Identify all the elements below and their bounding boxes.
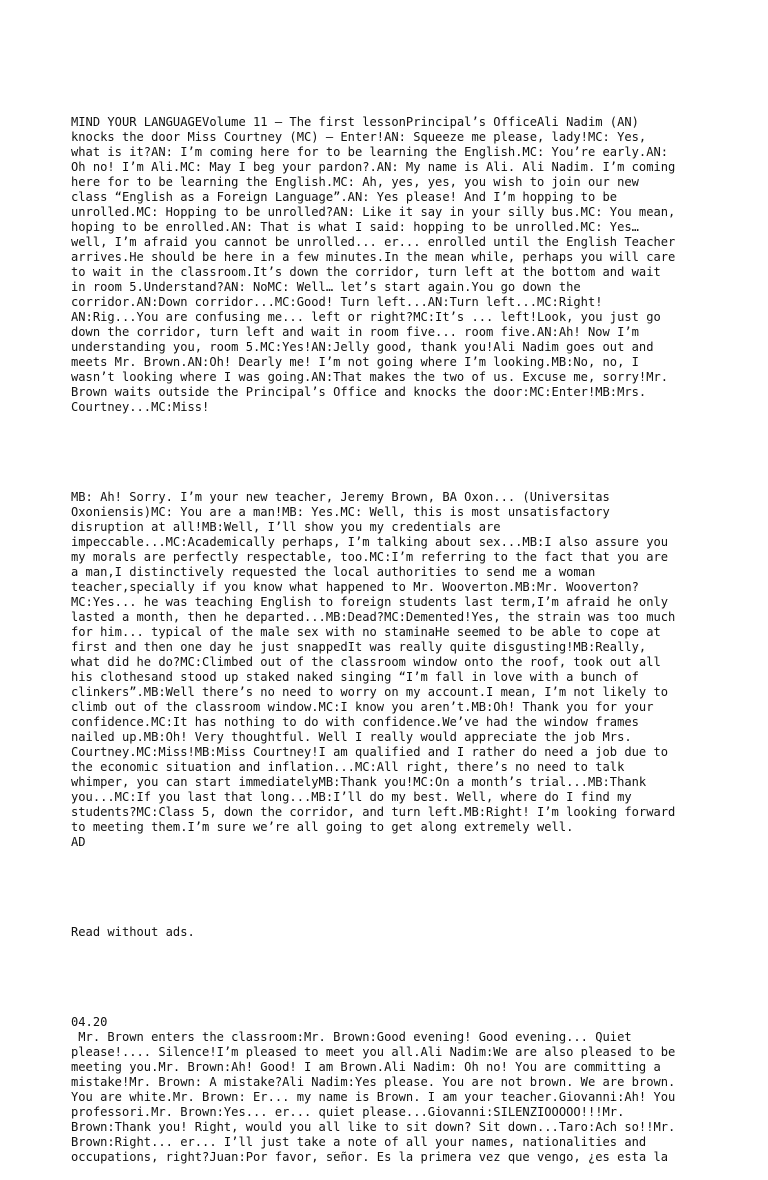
text-line: for him... typical of the male sex with no staminaHe seemed to be able to cope at — [71, 625, 661, 639]
text-line: what is it?AN: I’m coming here for to be learning the English.MC: You’re early.AN: — [71, 145, 669, 159]
text-line: to meeting them.I’m sure we’re all going to get along extremely well. — [71, 820, 574, 834]
text-line: arrives.He should be here in a few minutes.In the mean while, perhaps you will care — [71, 250, 676, 264]
text-line: meets Mr. Brown.AN:Oh! Dearly me! I’m not going where I’m looking.MB:No, no, I — [71, 355, 639, 369]
text-line: You are white.Mr. Brown: Er... my name is Brown. I am your teacher.Giovanni:Ah! You — [71, 1090, 676, 1104]
text-line: to wait in the classroom.It’s down the corridor, turn left at the bottom and wait — [71, 265, 661, 279]
text-line: nailed up.MB:Oh! Very thoughtful. Well I really would appreciate the job Mrs. — [71, 730, 632, 744]
text-line: Brown:Thank you! Right, would you all like to sit down? Sit down...Taro:Ach so!!Mr. — [71, 1120, 676, 1134]
text-line: Courtney...MC:Miss! — [71, 400, 210, 414]
text-line: down the corridor, turn left and wait in room five... room five.AN:Ah! Now I’m — [71, 325, 639, 339]
text-line: occupations, right?Juan:Por favor, señor. Es la primera vez que vengo, ¿es esta la — [71, 1150, 669, 1164]
paragraph-classroom-scene — [71, 1015, 711, 1165]
text-line: whimper, you can start immediatelyMB:Thank you!MC:On a month’s trial...MB:Thank — [71, 775, 647, 789]
text-line: hoping to be enrolled.AN: That is what I said: hopping to be unrolled.MC: Yes… — [71, 220, 639, 234]
text-line: meeting you.Mr. Brown:Ah! Good! I am Brown.Ali Nadim: Oh no! You are committing a — [71, 1060, 661, 1074]
paragraph-lesson-intro — [71, 115, 711, 415]
text-line: knocks the door Miss Courtney (MC) – Enter!AN: Squeeze me please, lady!MC: Yes, — [71, 130, 647, 144]
text-line: in room 5.Understand?AN: NoMC: Well… let’s start again.You go down the — [71, 280, 581, 294]
text-line: Brown waits outside the Principal’s Office and knocks the door:MC:Enter!MB:Mrs. — [71, 385, 647, 399]
paragraph-gap — [71, 970, 711, 985]
text-line: well, I’m afraid you cannot be unrolled... er... enrolled until the English Teacher — [71, 235, 676, 249]
text-line: Courtney.MC:Miss!MB:Miss Courtney!I am qualified and I rather do need a job due to — [71, 745, 669, 759]
text-line: 04.20 — [71, 1015, 108, 1029]
text-line: class “English as a Foreign Language”.AN: Yes please! And I’m hopping to be — [71, 190, 618, 204]
paragraph-mr-brown-dialogue — [71, 490, 711, 850]
text-line: AD — [71, 835, 86, 849]
text-line: lasted a month, then he departed...MB:Dead?MC:Demented!Yes, the strain was too much — [71, 610, 676, 624]
text-line: wasn’t looking where I was going.AN:That makes the two of us. Excuse me, sorry!Mr. — [71, 370, 669, 384]
text-line: confidence.MC:It has nothing to do with confidence.We’ve had the window frames — [71, 715, 639, 729]
text-line: here for to be learning the English.MC: Ah, yes, yes, you wish to join our new — [71, 175, 639, 189]
text-line: Oh no! I’m Ali.MC: May I beg your pardon?.AN: My name is Ali. Ali Nadim. I’m coming — [71, 160, 676, 174]
text-line: mistake!Mr. Brown: A mistake?Ali Nadim:Yes please. You are not brown. We are brown. — [71, 1075, 676, 1089]
text-line: disruption at all!MB:Well, I’ll show you my credentials are — [71, 520, 501, 534]
paragraph-gap — [71, 445, 711, 460]
text-line: Mr. Brown enters the classroom:Mr. Brown:Good evening! Good evening... Quiet — [71, 1030, 632, 1044]
text-line: Oxoniensis)MC: You are a man!MB: Yes.MC: Well, this is most unsatisfactory — [71, 505, 610, 519]
text-line: AN:Rig...You are confusing me... left or right?MC:It’s ... left!Look, you just go — [71, 310, 661, 324]
text-line: students?MC:Class 5, down the corridor, and turn left.MB:Right! I’m looking forward — [71, 805, 676, 819]
text-line: MC:Yes... he was teaching English to foreign students last term,I’m afraid he only — [71, 595, 669, 609]
text-line: you...MC:If you last that long...MB:I’ll do my best. Well, where do I find my — [71, 790, 632, 804]
text-line: understanding you, room 5.MC:Yes!AN:Jelly good, thank you!Ali Nadim goes out and — [71, 340, 654, 354]
text-line: teacher,specially if you know what happened to Mr. Wooverton.MB:Mr. Wooverton? — [71, 580, 639, 594]
text-line: Read without ads. — [71, 925, 195, 939]
text-line: the economic situation and inflation...MC:All right, there’s no need to talk — [71, 760, 625, 774]
text-line: his clothesand stood up staked naked singing “I’m fall in love with a bunch of — [71, 670, 639, 684]
text-line: clinkers”.MB:Well there’s no need to worry on my account.I mean, I’m not likely to — [71, 685, 669, 699]
text-line: professori.Mr. Brown:Yes... er... quiet please...Giovanni:SILENZIOOOOO!!!Mr. — [71, 1105, 625, 1119]
read-without-ads-text — [71, 925, 711, 940]
text-line: impeccable...MC:Academically perhaps, I’m talking about sex...MB:I also assure you — [71, 535, 669, 549]
document-page — [71, 85, 711, 1180]
text-line: please!.... Silence!I’m pleased to meet you all.Ali Nadim:We are also pleased to be — [71, 1045, 676, 1059]
text-line: climb out of the classroom window.MC:I know you aren’t.MB:Oh! Thank you for your — [71, 700, 654, 714]
text-line: MB: Ah! Sorry. I’m your new teacher, Jeremy Brown, BA Oxon... (Universitas — [71, 490, 610, 504]
text-line: unrolled.MC: Hopping to be unrolled?AN: Like it say in your silly bus.MC: You mean, — [71, 205, 676, 219]
paragraph-gap — [71, 880, 711, 895]
text-line: a man,I distinctively requested the local authorities to send me a woman — [71, 565, 596, 579]
text-line: my morals are perfectly respectable, too.MC:I’m referring to the fact that you are — [71, 550, 669, 564]
text-line: what did he do?MC:Climbed out of the classroom window onto the roof, took out all — [71, 655, 661, 669]
text-line: MIND YOUR LANGUAGEVolume 11 – The first lessonPrincipal’s OfficeAli Nadim (AN) — [71, 115, 639, 129]
text-line: corridor.AN:Down corridor...MC:Good! Turn left...AN:Turn left...MC:Right! — [71, 295, 603, 309]
text-line: first and then one day he just snappedIt was really quite disgusting!MB:Really, — [71, 640, 647, 654]
text-line: Brown:Right... er... I’ll just take a note of all your names, nationalities and — [71, 1135, 647, 1149]
